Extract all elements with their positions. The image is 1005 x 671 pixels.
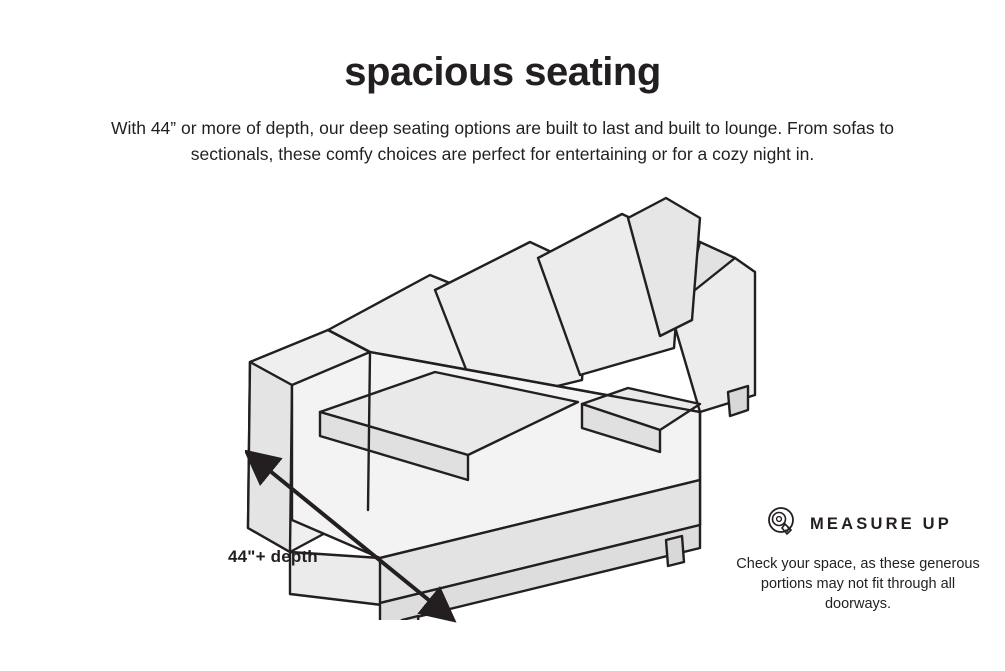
measure-up-title: MEASURE UP: [809, 515, 952, 533]
measure-up-callout: [733, 505, 983, 614]
tape-measure-icon: [764, 505, 798, 544]
depth-dimension-arrow: [245, 450, 460, 625]
page-title: spacious seating: [344, 50, 661, 94]
measure-up-body: Check your space, as these generous portions may not fit through all doorways.: [736, 556, 980, 612]
measure-up-header: [733, 505, 983, 544]
depth-dimension-label: 44"+ depth: [228, 547, 318, 566]
page-subtitle: With 44” or more of depth, our deep seating options are built to last and built to lounge. From sofas to sectionals, these comfy choices are perfect for entertaining or for a cozy night in.: [110, 118, 895, 164]
